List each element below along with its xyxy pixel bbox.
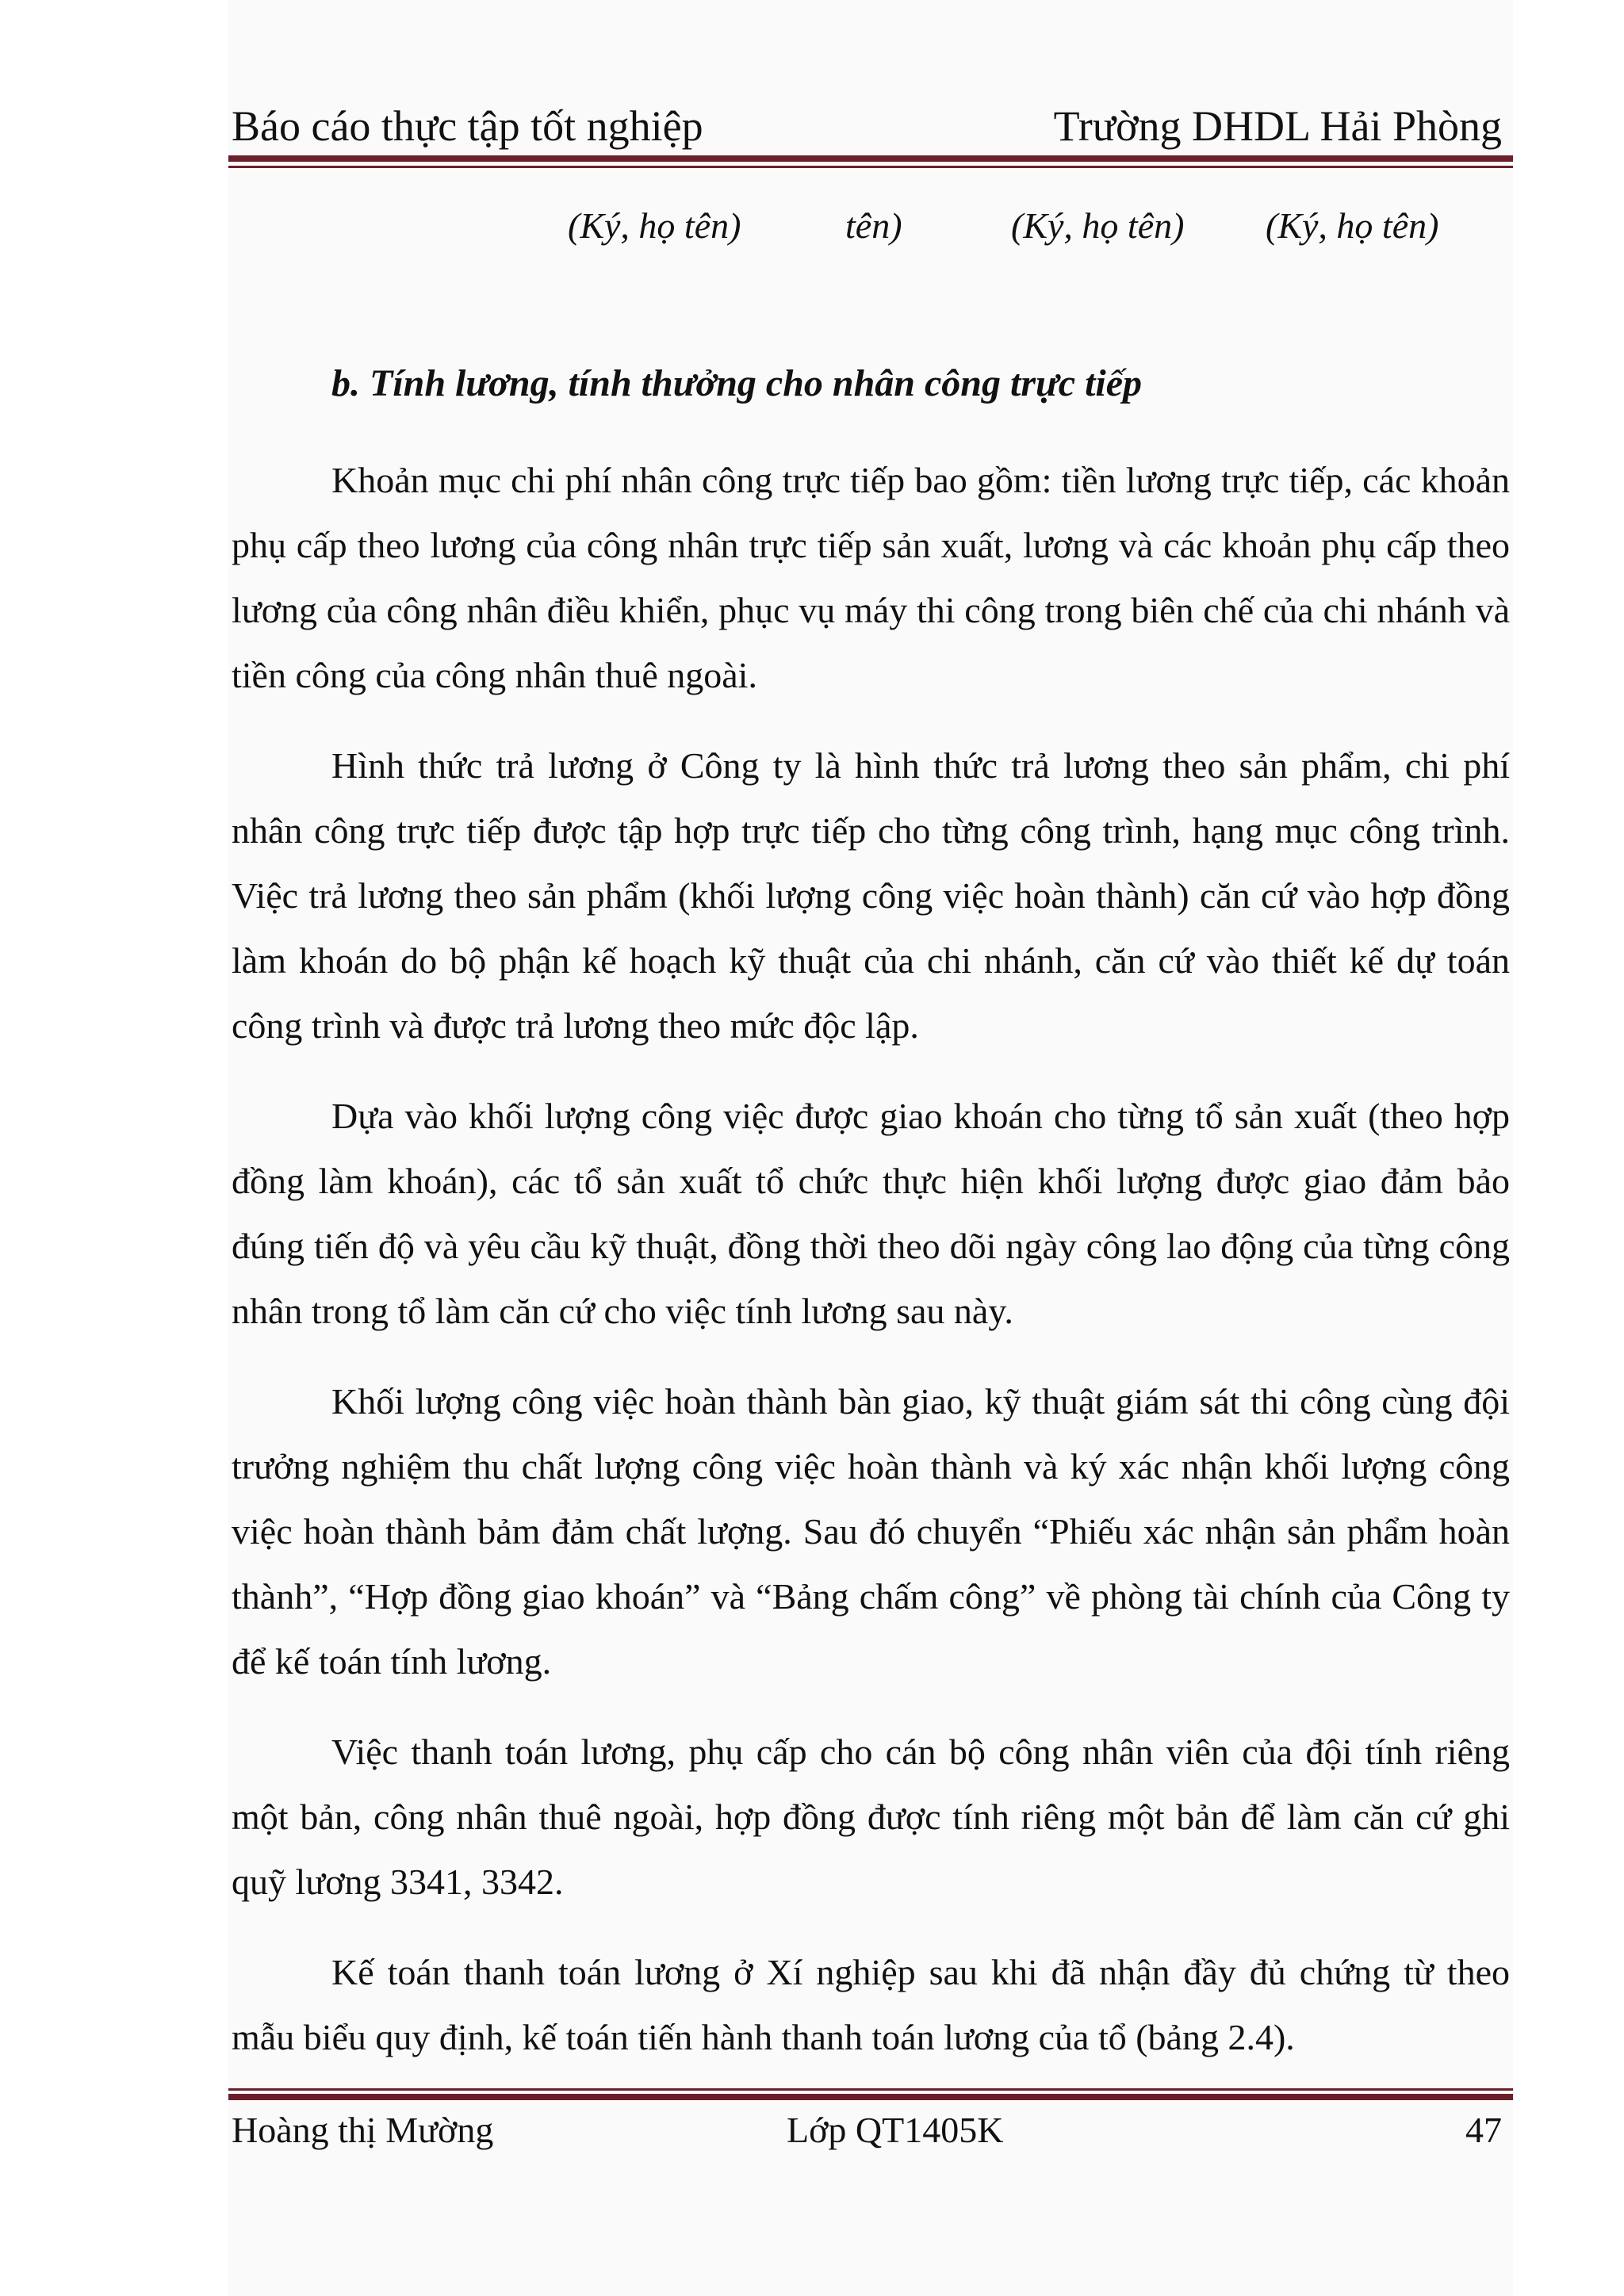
header-school-name: Trường DHDL Hải Phòng xyxy=(1053,102,1502,150)
signature-label: (Ký, họ tên) xyxy=(1266,205,1439,246)
page-footer xyxy=(232,2103,1510,2158)
footer-rule-thin xyxy=(228,2088,1513,2091)
header-rule-thin xyxy=(228,166,1513,168)
signature-label: (Ký, họ tên) xyxy=(568,205,741,246)
header-report-title: Báo cáo thực tập tốt nghiệp xyxy=(232,102,703,150)
page-header xyxy=(232,98,1510,154)
header-rule-thick xyxy=(228,155,1513,162)
footer-rule-thick xyxy=(228,2094,1513,2100)
paragraph: Hình thức trả lương ở Công ty là hình thức trả lương theo sản phẩm, chi phí nhân công trực tiếp được tập hợp trực tiếp cho từng công trình, hạng mục công trình. Việc trả lương theo sản phẩm (khối lượng công việc hoàn thành) căn cứ vào hợp đồng làm khoán do bộ phận kế hoạch kỹ thuật của chi nhánh, căn cứ vào thiết kế dự toán công trình và được trả lương theo mức độc lập. xyxy=(232,745,1510,1046)
paragraph: Khoản mục chi phí nhân công trực tiếp bao gồm: tiền lương trực tiếp, các khoản phụ cấp theo lương của công nhân trực tiếp sản xuất, lương và các khoản phụ cấp theo lương của công nhân điều khiển, phục vụ máy thi công trong biên chế của chi nhánh và tiền công của công nhân thuê ngoài. xyxy=(232,460,1510,695)
signature-label: tên) xyxy=(845,205,902,246)
paragraph: Kế toán thanh toán lương ở Xí nghiệp sau khi đã nhận đầy đủ chứng từ theo mẫu biểu quy định, kế toán tiến hành thanh toán lương của tổ (bảng 2.4). xyxy=(232,1952,1510,2057)
paragraph: Dựa vào khối lượng công việc được giao khoán cho từng tổ sản xuất (theo hợp đồng làm khoán), các tổ sản xuất tổ chức thực hiện khối lượng được giao đảm bảo đúng tiến độ và yêu cầu kỹ thuật, đồng thời theo dõi ngày công lao động của từng công nhân trong tổ làm căn cứ cho việc tính lương sau này. xyxy=(232,1096,1510,1331)
footer-class: Lớp QT1405K xyxy=(787,2110,1004,2150)
footer-author: Hoàng thị Mường xyxy=(232,2110,494,2150)
body-text xyxy=(232,448,1510,2095)
signature-label: (Ký, họ tên) xyxy=(1011,205,1185,246)
section-heading: b. Tính lương, tính thưởng cho nhân công trực tiếp xyxy=(331,362,1143,404)
paragraph: Khối lượng công việc hoàn thành bàn giao, kỹ thuật giám sát thi công cùng đội trưởng nghiệm thu chất lượng công việc hoàn thành và ký xác nhận khối lượng công việc hoàn thành bảm đảm chất lượng. Sau đó chuyển “Phiếu xác nhận sản phẩm hoàn thành”, “Hợp đồng giao khoán” và “Bảng chấm công” về phòng tài chính của Công ty để kế toán tính lương. xyxy=(232,1381,1510,1682)
page-number: 47 xyxy=(1465,2110,1502,2150)
paragraph: Việc thanh toán lương, phụ cấp cho cán bộ công nhân viên của đội tính riêng một bản, công nhân thuê ngoài, hợp đồng được tính riêng một bản để làm căn cứ ghi quỹ lương 3341, 3342. xyxy=(232,1732,1510,1902)
